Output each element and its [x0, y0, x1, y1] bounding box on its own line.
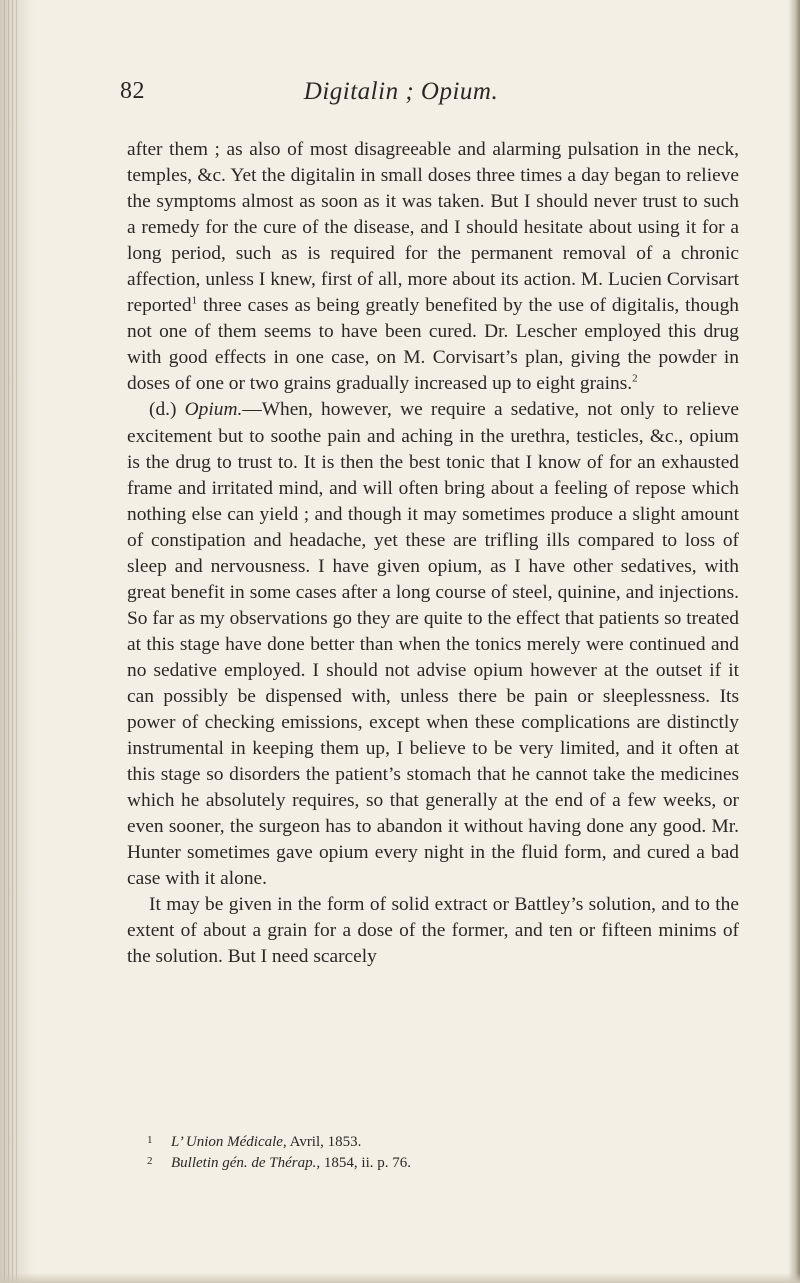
footnote-number: 2	[147, 1155, 153, 1167]
footnote-ref: 2	[632, 372, 638, 385]
book-page	[55, 78, 747, 1171]
footnote-source: L’ Union Médicale,	[171, 1134, 287, 1150]
body-text	[127, 137, 739, 971]
paragraph-digitalin	[127, 137, 739, 397]
paragraph-text: after them ; as also of most disagreeable and alarming pulsation in the neck, temples, &c. Yet the digitalin in small doses three times a day began to relieve the symptoms almost as soon as it was taken. But I should never trust to such a remedy for the cure of the disease, and I should hesitate about using it for a long period, such as is required for the permanent removal of a chronic affection, unless I knew, first of all, more about its action. M. Lucien Corvisart reported	[127, 139, 739, 317]
footnote	[147, 1152, 707, 1173]
running-head	[55, 78, 747, 112]
page-edge-right	[788, 0, 800, 1283]
footnote-source: Bulletin gén. de Thérap.,	[171, 1155, 321, 1171]
section-label: (d.)	[149, 399, 177, 421]
page-number: 82	[120, 78, 145, 104]
section-heading: Opium.	[184, 399, 243, 421]
footnotes	[147, 1131, 707, 1173]
footnote-detail: Avril, 1853.	[286, 1134, 362, 1150]
footnote-detail: 1854, ii. p. 76.	[320, 1155, 411, 1171]
paragraph-text: —When, however, we require a sedative, not only to relieve excitement but to soothe pain and aching in the urethra, testicles, &c., opium is the drug to trust to. It is then the best tonic that I know of for an exhausted frame and irritated mind, and will often bring about a feeling of repose which nothing else can yield ; and though it may sometimes produce a slight amount of constipation and headache, yet these are trifling ills compared to loss of sleep and nervousness. I have given opium, as I have other sedatives, with great benefit in some cases after a long course of steel, quinine, and injections. So far as my observations go they are quite to the effect that patients so treated at this stage have done better than when the tonics merely were continued and no sedative employed. I should not advise opium however at the outset if it can possibly be dispensed with, unless there be pain or sleeplessness. Its power of checking emissions, except when these complications are distinctly instrumental in keeping them up, I believe to be very limited, and it often at this stage so disorders the patient’s stomach that he cannot take the medicines which he absolutely requires, so that generally at the end of a few weeks, or even sooner, the surgeon has to abandon it without having done any good. Mr. Hunter sometimes gave opium every night in the fluid form, and cured a bad case with it alone.	[127, 399, 739, 890]
footnote-ref: 1	[191, 294, 198, 307]
binding-stitching	[4, 0, 18, 1283]
page-edge-bottom	[0, 1273, 800, 1283]
footnote-number: 1	[147, 1134, 153, 1146]
paragraph-dosage: It may be given in the form of solid extract or Battley’s solution, and to the extent of about a grain for a dose of the former, and ten or fifteen minims of the solution. But I need scarcely	[127, 894, 739, 968]
paragraph-opium	[127, 397, 739, 892]
running-title: Digitalin ; Opium.	[303, 78, 499, 105]
footnote	[147, 1131, 707, 1152]
paragraph-text: three cases as being greatly benefited by the use of digitalis, though not one of them seems to have been cured. Dr. Lescher employed this drug with good effects in one case, on M. Corvisart’s plan, giving the powder in doses of one or two grains gradually increased up to eight grains.	[127, 295, 739, 395]
